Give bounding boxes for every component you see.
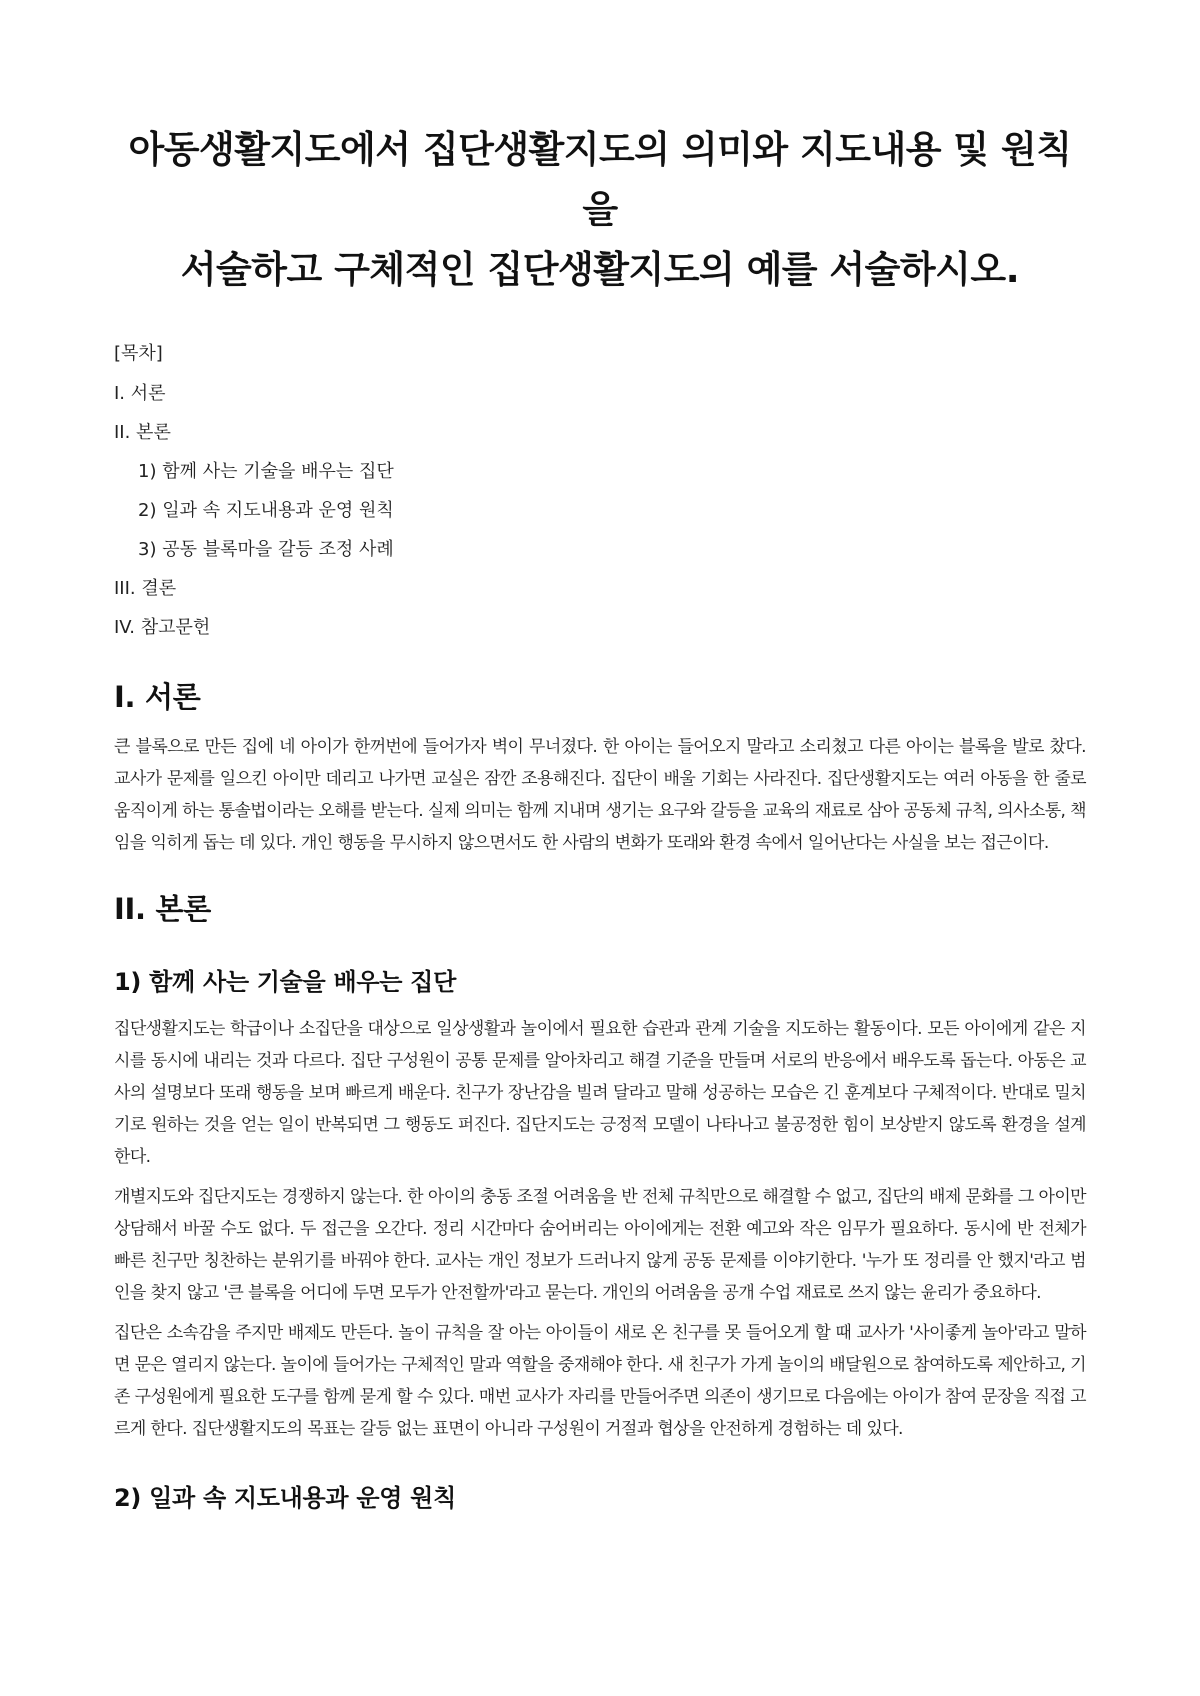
subsection-1-heading: 1) 함께 사는 기술을 배우는 집단 [114, 968, 456, 996]
introduction-section [114, 677, 1086, 859]
table-of-contents [114, 334, 1086, 647]
toc-item-references: IV. 참고문헌 [114, 617, 211, 638]
toc-heading: [목차] [114, 343, 163, 364]
subsection-1-paragraph-2: 개별지도와 집단지도는 경쟁하지 않는다. 한 아이의 충동 조절 어려움을 반 전체 규칙만으로 해결할 수 없고, 집단의 배제 문화를 그 아이만 상담해서 바꿀 수도 없다. 두 접근을 오간다. 정리 시간마다 숨어버리는 아이에게는 전환 예고와 작은 임무가 필요하다. 동시에 반 전체가 빠른 친구만 칭찬하는 분위기를 바꿔야 한다. 교사는 개인 정보가 드러나지 않게 공동 문제를 이야기한다. '누가 또 정리를 안 했지'라고 범인을 찾지 않고 '큰 블록을 어디에 두면 모두가 안전할까'라고 묻는다. 개인의 어려움을 공개 수업 재료로 쓰지 않는 윤리가 중요하다. [114, 1187, 1086, 1303]
document-title-line-1: 아동생활지도에서 집단생활지도의 의미와 지도내용 및 원칙을 [128, 128, 1072, 231]
toc-item-conclusion: III. 결론 [114, 578, 177, 599]
toc-item-section-2: 2) 일과 속 지도내용과 운영 원칙 [138, 500, 394, 521]
toc-item-introduction: I. 서론 [114, 383, 166, 404]
main-body-section [114, 889, 1086, 1515]
introduction-heading: I. 서론 [114, 680, 201, 714]
toc-item-section-3: 3) 공동 블록마을 갈등 조정 사례 [138, 539, 394, 560]
subsection-1-paragraph-1: 집단생활지도는 학급이나 소집단을 대상으로 일상생활과 놀이에서 필요한 습관과 관계 기술을 지도하는 활동이다. 모든 아이에게 같은 지시를 동시에 내리는 것과 다르다. 집단 구성원이 공통 문제를 알아차리고 해결 기준을 만들며 서로의 반응에서 배우도록 돕는다. 아동은 교사의 설명보다 또래 행동을 보며 빠르게 배운다. 친구가 장난감을 빌려 달라고 말해 성공하는 모습은 긴 훈계보다 구체적이다. 반대로 밀치기로 원하는 것을 얻는 일이 반복되면 그 행동도 퍼진다. 집단지도는 긍정적 모델이 나타나고 불공정한 힘이 보상받지 않도록 환경을 설계한다. [114, 1019, 1086, 1167]
document-title-line-2: 서술하고 구체적인 집단생활지도의 예를 서술하시오. [180, 248, 1020, 291]
document-title [114, 120, 1086, 300]
toc-item-main-body: II. 본론 [114, 422, 171, 443]
introduction-paragraph: 큰 블록으로 만든 집에 네 아이가 한꺼번에 들어가자 벽이 무너졌다. 한 아이는 들어오지 말라고 소리쳤고 다른 아이는 블록을 발로 찼다. 교사가 문제를 일으킨 아이만 데리고 나가면 교실은 잠깐 조용해진다. 집단이 배울 기회는 사라진다. 집단생활지도는 여러 아동을 한 줄로 움직이게 하는 통솔법이라는 오해를 받는다. 실제 의미는 함께 지내며 생기는 요구와 갈등을 교육의 재료로 삼아 공동체 규칙, 의사소통, 책임을 익히게 돕는 데 있다. 개인 행동을 무시하지 않으면서도 한 사람의 변화가 또래와 환경 속에서 일어난다는 사실을 보는 접근이다. [114, 737, 1086, 853]
subsection-1-paragraph-3: 집단은 소속감을 주지만 배제도 만든다. 놀이 규칙을 잘 아는 아이들이 새로 온 친구를 못 들어오게 할 때 교사가 '사이좋게 놀아'라고 말하면 문은 열리지 않는다. 놀이에 들어가는 구체적인 말과 역할을 중재해야 한다. 새 친구가 가게 놀이의 배달원으로 참여하도록 제안하고, 기존 구성원에게 필요한 도구를 함께 묻게 할 수 있다. 매번 교사가 자리를 만들어주면 의존이 생기므로 다음에는 아이가 참여 문장을 직접 고르게 한다. 집단생활지도의 목표는 갈등 없는 표면이 아니라 구성원이 거절과 협상을 안전하게 경험하는 데 있다. [114, 1323, 1086, 1439]
subsection-2-heading: 2) 일과 속 지도내용과 운영 원칙 [114, 1484, 456, 1512]
toc-item-section-1: 1) 함께 사는 기술을 배우는 집단 [138, 461, 394, 482]
main-body-heading: II. 본론 [114, 892, 211, 926]
